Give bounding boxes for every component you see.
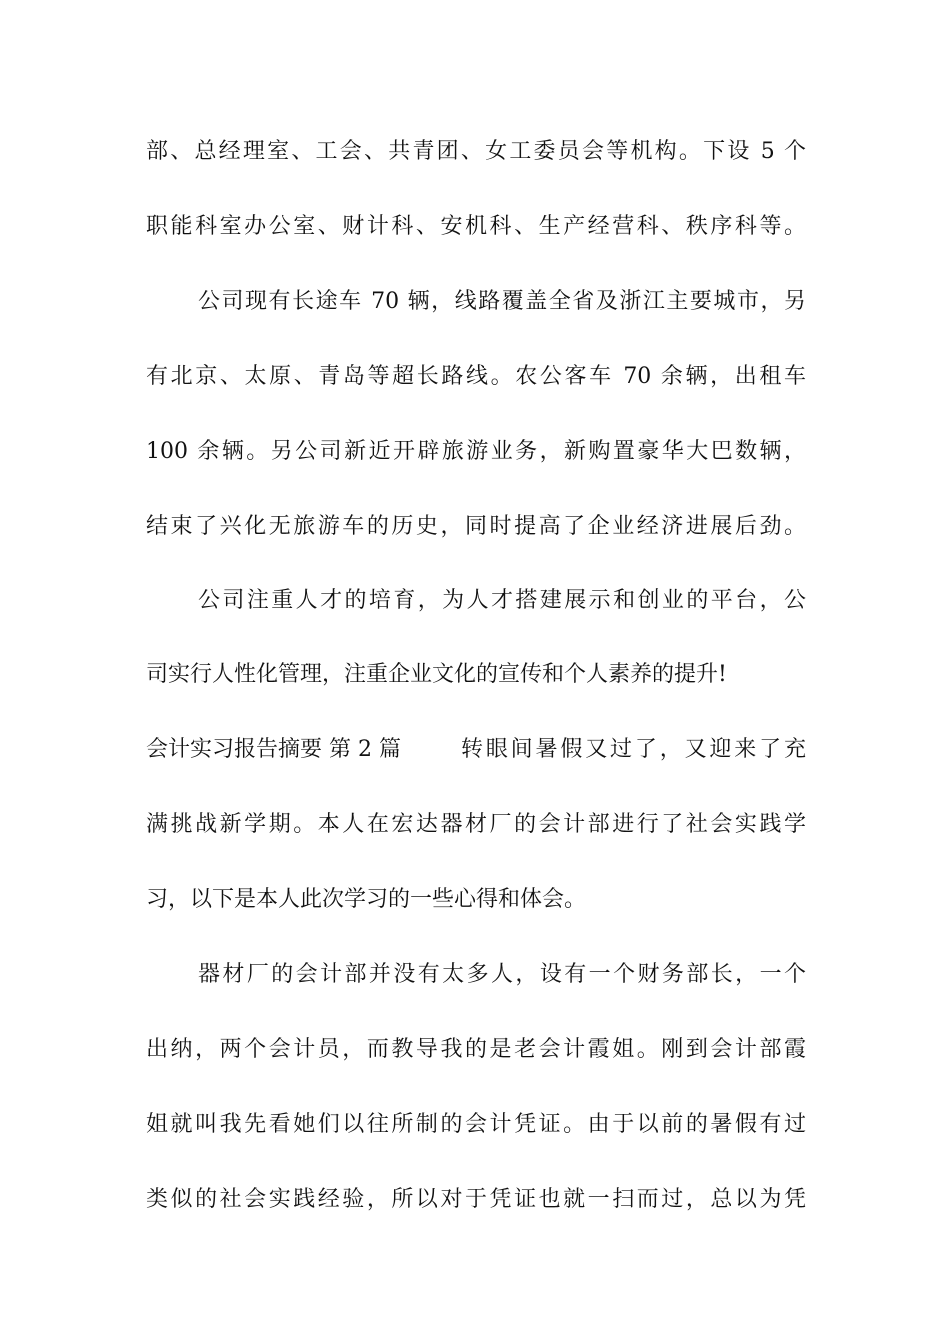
text-line: 结束了兴化无旅游车的历史，同时提高了企业经济进展后劲。 [146, 514, 806, 539]
text-line: 公司注重人才的培育，为人才搭建展示和创业的平台，公 [198, 588, 806, 613]
text-line: 姐就叫我先看她们以往所制的会计凭证。由于以前的暑假有过 [146, 1112, 806, 1137]
section-heading: 会计实习报告摘要 第 2 篇 [146, 737, 401, 762]
text-line: 司实行人性化管理，注重企业文化的宣传和个人素养的提升! [146, 662, 727, 687]
text-line: 出纳，两个会计员，而教导我的是老会计霞姐。刚到会计部霞 [146, 1037, 806, 1062]
text-line: 器材厂的会计部并没有太多人，设有一个财务部长，一个 [198, 962, 806, 987]
section-heading-line [146, 730, 806, 770]
heading-gap [401, 730, 461, 770]
text-line: 习，以下是本人此次学习的一些心得和体会。 [146, 887, 587, 912]
text-line: 部、总经理室、工会、共青团、女工委员会等机构。下设 5 个 [146, 139, 806, 164]
text-line: 职能科室办公室、财计科、安机科、生产经营科、秩序科等。 [146, 214, 806, 239]
text-line: 100 余辆。另公司新近开辟旅游业务，新购置豪华大巴数辆， [146, 439, 806, 464]
text-line: 公司现有长途车 70 辆，线路覆盖全省及浙江主要城市，另 [198, 289, 806, 314]
text-line: 满挑战新学期。本人在宏达器材厂的会计部进行了社会实践学 [146, 812, 806, 837]
text-line: 有北京、太原、青岛等超长路线。农公客车 70 余辆，出租车 [146, 364, 806, 389]
text-line: 转眼间暑假又过了，又迎来了充 [460, 737, 806, 762]
text-line: 类似的社会实践经验，所以对于凭证也就一扫而过，总以为凭 [146, 1187, 806, 1212]
